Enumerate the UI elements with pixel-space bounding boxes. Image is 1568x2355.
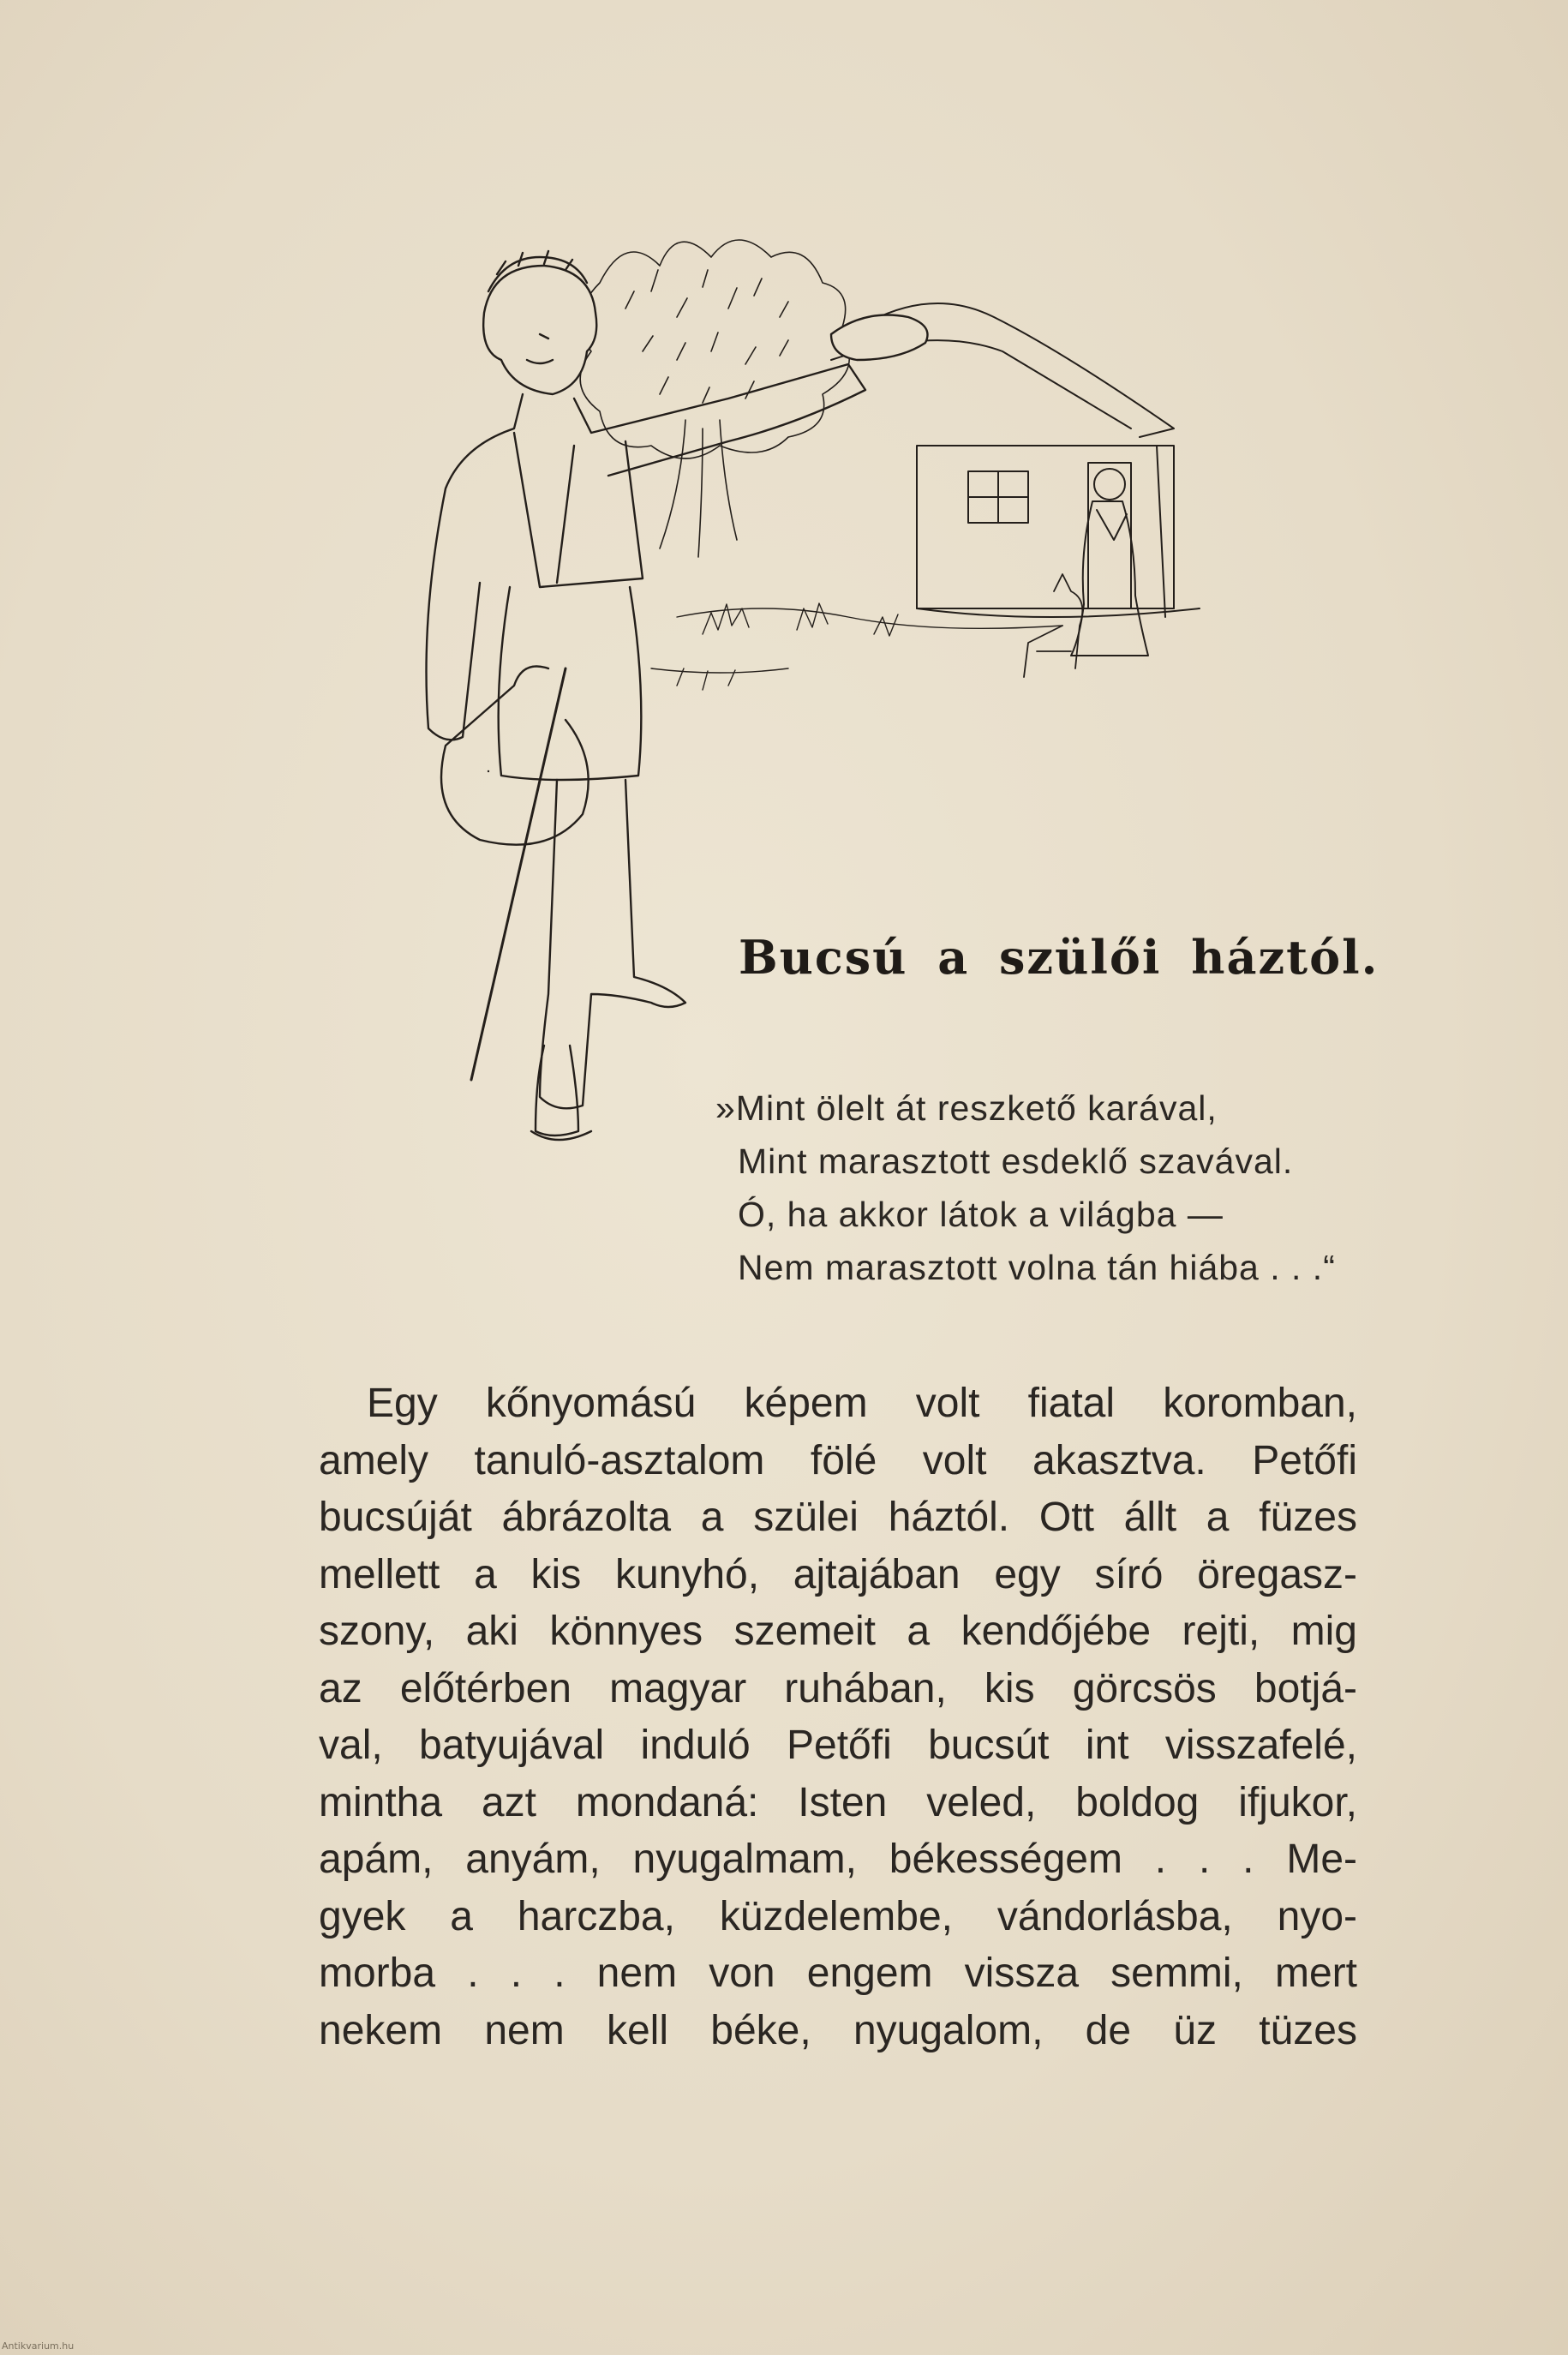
poem-line: »Mint ölelt át reszkető karával,: [715, 1088, 1218, 1128]
body-line: bucsúját ábrázolta a szülei háztól. Ott állt a füzes: [319, 1495, 1357, 1540]
epigraph-poem: [715, 1082, 1367, 1294]
body-line: mellett a kis kunyhó, ajtajában egy síró öregasz-: [319, 1551, 1357, 1597]
watermark: Antikvarium.hu: [2, 2340, 75, 2352]
crying-old-woman: [1071, 469, 1148, 656]
body-line: mintha azt mondaná: Isten veled, boldog ifjukor,: [319, 1779, 1357, 1825]
young-man-petofi: [427, 251, 928, 1140]
body-line: amely tanuló-asztalom fölé volt akasztva. Petőfi: [319, 1437, 1357, 1483]
body-line: szony, aki könnyes szemeit a kendőjébe rejti, mig: [319, 1609, 1357, 1654]
body-line: nekem nem kell béke, nyugalom, de üz tüzes: [319, 2007, 1357, 2053]
body-line: apám, anyám, nyugalmam, békességem . . . Me-: [319, 1837, 1357, 1882]
poem-line: Ó, ha akkor látok a világba —: [738, 1195, 1224, 1234]
willow-tree: [580, 240, 849, 557]
body-line: gyek a harczba, küzdelembe, vándorlásba, nyo-: [319, 1893, 1357, 1939]
body-line: Egy kőnyomású képem volt fiatal koromban,: [367, 1381, 1357, 1426]
poem-line: Mint marasztott esdeklő szavával.: [738, 1142, 1294, 1181]
body-paragraph: [319, 1375, 1357, 2059]
body-line: az előtérben magyar ruhában, kis görcsös botjá-: [319, 1665, 1357, 1711]
poem-line: Nem marasztott volna tán hiába . . .“: [738, 1248, 1336, 1287]
chapter-title: Bucsú a szülői háztól.: [739, 930, 1379, 985]
body-line: val, batyujával induló Petőfi bucsút int visszafelé,: [319, 1723, 1357, 1768]
body-line: morba . . . nem von engem vissza semmi, mert: [319, 1951, 1357, 1996]
